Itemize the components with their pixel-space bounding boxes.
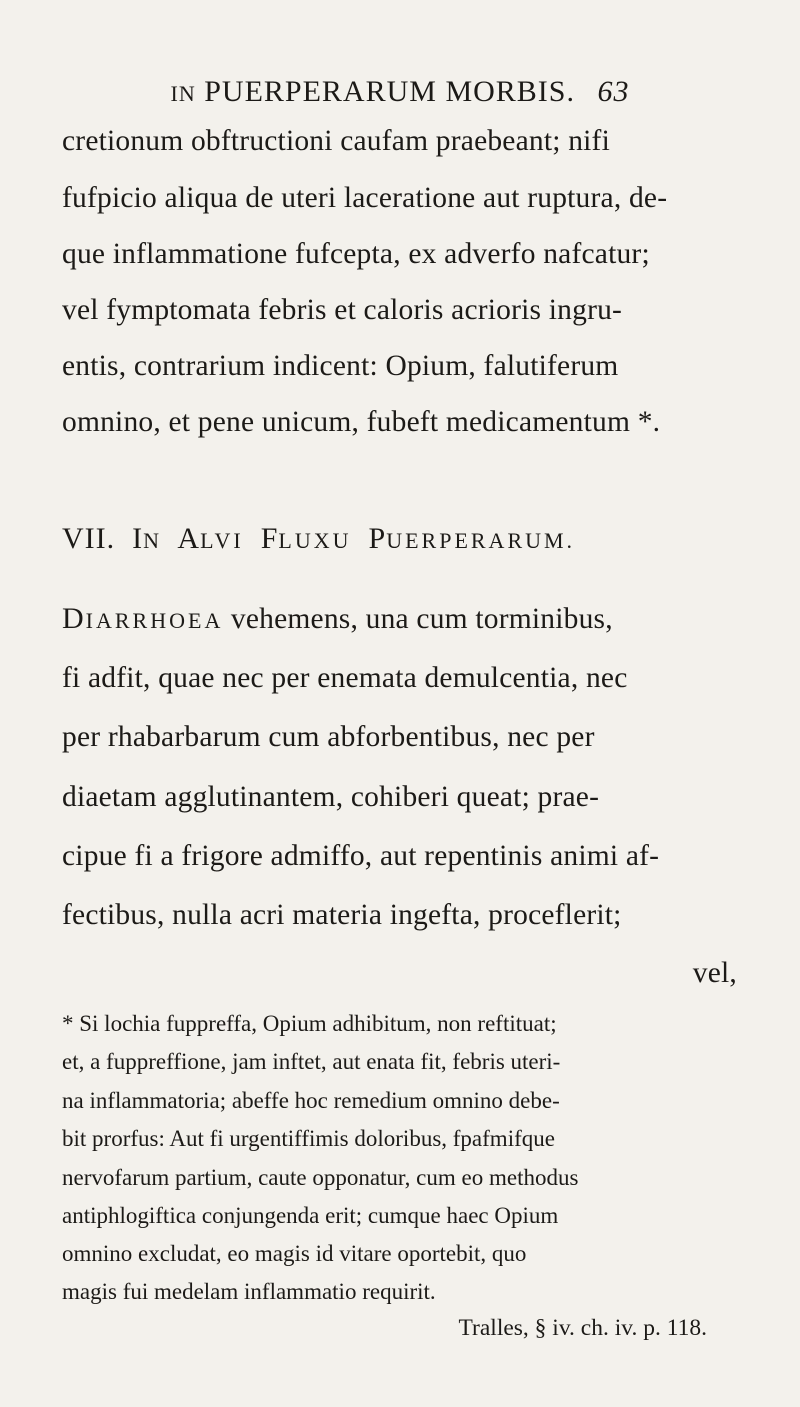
footnote-line: magis fui medelam inflammatio requirit.: [62, 1279, 436, 1304]
footnote-line: bit prorfus: Aut fi urgentiffimis doloribus, fpafmifque: [62, 1126, 555, 1151]
body-line: per rhabarbarum cum abforbentibus, nec per: [62, 721, 595, 753]
section-word: PUERPERARUM.: [368, 522, 576, 555]
body-line: fi adfit, quae nec per enemata demulcentia, nec: [62, 662, 628, 694]
body-line: omnino, et pene unicum, fubeft medicamentum *.: [62, 406, 661, 438]
footnote-line: antiphlogiftica conjungenda erit; cumque haec Opium: [62, 1203, 559, 1228]
footnote-citation: Tralles, § iv. ch. iv. p. 118.: [458, 1315, 707, 1341]
body-line: fufpicio aliqua de uteri laceratione aut ruptura, de-: [62, 182, 668, 214]
header-title: PUERPERARUM MORBIS.: [204, 75, 575, 108]
body-line: fectibus, nulla acri materia ingefta, proceflerit;: [62, 899, 622, 931]
footnote-line: nervofarum partium, caute opponatur, cum eo methodus: [62, 1165, 579, 1190]
section-heading: [62, 522, 762, 556]
footnote-line: * Si lochia fuppreffa, Opium adhibitum, non reftituat;: [62, 1011, 557, 1036]
paragraph-first-line: [62, 602, 740, 638]
footnote-line: et, a fuppreffione, jam inftet, aut enata fit, febris uteri-: [62, 1049, 561, 1074]
header-prefix: IN: [170, 81, 196, 106]
footnote-line: na inflammatoria; abeffe hoc remedium omnino debe-: [62, 1088, 560, 1113]
section-word: IN: [132, 522, 163, 555]
running-header: [0, 75, 800, 109]
section-word: ALVI: [177, 522, 244, 555]
page-number: 63: [597, 75, 630, 108]
body-line: que inflammatione fufcepta, ex adverfo nafcatur;: [62, 238, 650, 270]
paragraph-first-line-text: vehemens, una cum torminibus,: [230, 603, 613, 635]
body-line: diaetam agglutinantem, cohiberi queat; prae-: [62, 781, 600, 813]
section-word: FLUXU: [260, 522, 352, 555]
body-line: vel fymptomata febris et caloris acrioris ingru-: [62, 294, 623, 326]
footnote-line: omnino excludat, eo magis id vitare oportebit, quo: [62, 1241, 527, 1266]
body-line: cretionum obftructioni caufam praebeant; nifi: [62, 125, 610, 157]
paragraph-opening-word: DIARRHOEA: [62, 602, 224, 635]
body-line: cipue fi a frigore admiffo, aut repentinis animi af-: [62, 840, 660, 872]
body-line: entis, contrarium indicent: Opium, falutiferum: [62, 350, 619, 382]
section-number: VII.: [62, 522, 116, 555]
catchword: vel,: [692, 957, 737, 989]
